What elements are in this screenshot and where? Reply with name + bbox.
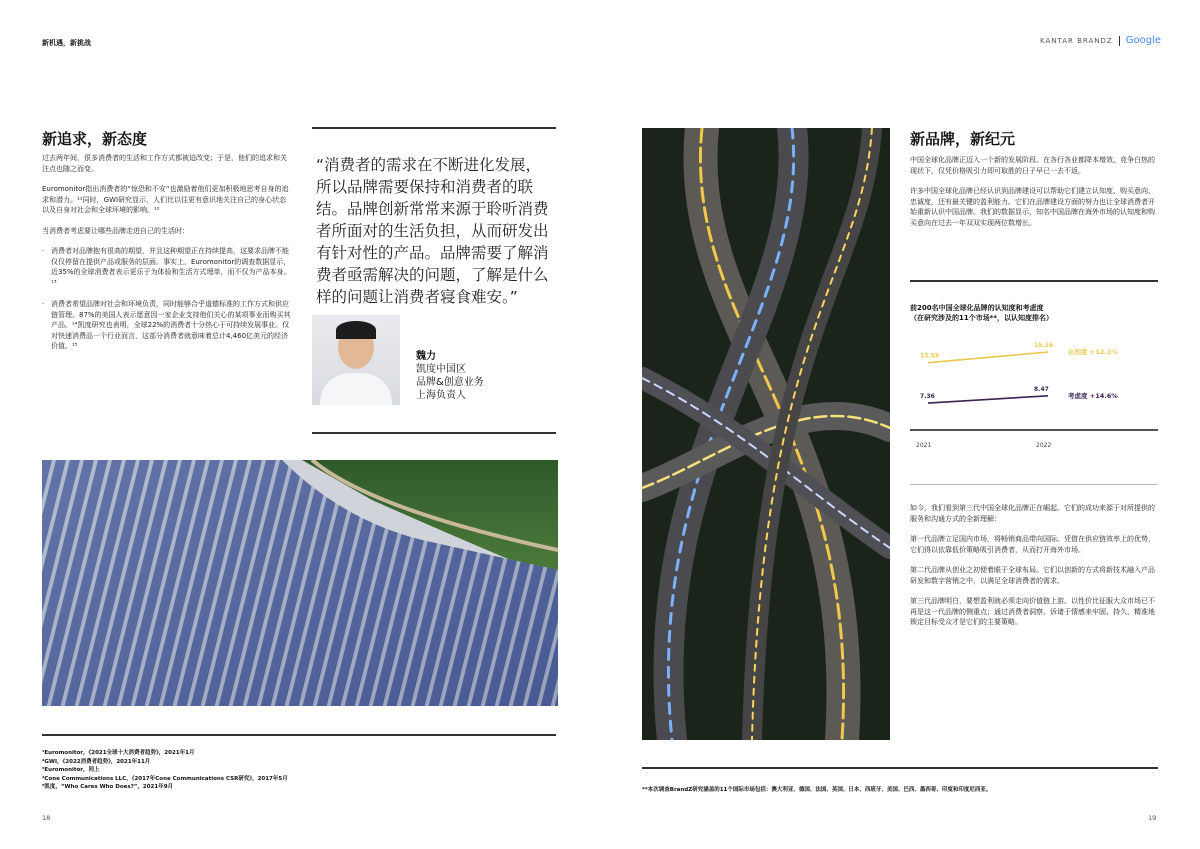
legend-label: 认知度 +12.1% xyxy=(1068,348,1118,357)
rule xyxy=(910,280,1158,282)
google-logo: Google xyxy=(1125,35,1161,46)
chart-title: 前200名中国全球化品牌的认知度和考虑度 xyxy=(910,304,1044,312)
paragraph: 第三代品牌明白，要想盈利就必须走向价值链上游。以性价比征服大众市场已不再是这一代品牌的侧重点；通过消费者洞察，诉诸于情感来牢固、持久、精准地锁定目标受众才是它们的主要策略。 xyxy=(910,597,1155,626)
line-chart xyxy=(910,330,1158,455)
x-tick-label: 2021 xyxy=(916,442,932,449)
kantar-brandz-logo: KANTAR BRANDZ xyxy=(1040,36,1113,45)
page-number: 19 xyxy=(1148,814,1157,822)
x-axis-line xyxy=(910,429,1158,431)
footnote: ¹Euromonitor，《2021全球十大消费者趋势》，2021年1月 xyxy=(42,750,195,756)
data-label: 15.16 xyxy=(1034,342,1053,350)
footnote: ³Euromonitor，同上 xyxy=(42,767,100,773)
footnote: ⁵凯度，“Who Cares Who Does?”，2021年9月 xyxy=(42,784,174,790)
data-label: 8.47 xyxy=(1034,385,1049,393)
paragraph: 许多中国全球化品牌已经认识到品牌建设可以帮助它们建立认知度、购买意向、忠诚度，还有最关键的盈利能力。它们在品牌建设方面的努力也让全球消费者开始重新认识中国品牌。我们的数据显示，知名中国品牌在海外市场的认知度和购买意向在过去一年双双实现两位数增长。 xyxy=(910,187,1155,227)
legend-label: 考虑度 +14.6% xyxy=(1068,391,1118,400)
paragraph: 第二代品牌从创业之初便着眼于全球布局。它们以创新的方式将新技术融入产品研发和数字营销之中，以满足全球消费者的需求。 xyxy=(910,566,1155,585)
page-number: 18 xyxy=(42,814,51,822)
paragraph: 如今，我们看到第三代中国全球化品牌正在崛起。它们的成功来源于对所提供的服务和沟通方式的全新理解： xyxy=(910,504,1155,523)
series-line-1 xyxy=(928,396,1048,403)
rule xyxy=(42,734,556,736)
section-header: 新机遇，新挑战 xyxy=(42,39,91,47)
pull-quote: “消费者的需求在不断进化发展，所以品牌需要保持和消费者的联结。品牌创新常常来源于聆听消费者所面对的生活负担，从而研发出有针对性的产品。品牌需要了解消费者亟需解决的问题，了解是什么样的问题让消费者寝食难安。” xyxy=(316,156,549,306)
highway-interchange-photo xyxy=(642,128,890,740)
footnote: **本次调查BrandZ研究涵盖的11个国际市场包括：澳大利亚、德国、法国、英国、日本、西班牙、美国、巴西、墨西哥、印度和印度尼西亚。 xyxy=(642,787,992,793)
bullet-item: · 消费者对品牌抱有很高的期望，并且这种期望正在持续提高，这要求品牌不能仅仅停留在提供产品或服务的层面。事实上，Euromonitor的调查数据显示，近35%的全球消费者表示更乐于为体验和生活方式埋单，而不仅为产品本身。¹³ xyxy=(42,246,292,288)
divider xyxy=(1119,36,1120,46)
brand-logos xyxy=(1040,35,1161,46)
person-name: 魏力 xyxy=(416,351,436,362)
left-heading: 新追求，新态度 xyxy=(42,130,148,148)
paragraph: 过去两年间，很多消费者的生活和工作方式都被迫改变；于是，他们的追求和关注点也随之而变。 xyxy=(42,154,287,173)
paragraph: 当消费者考虑要让哪些品牌走进自己的生活时： xyxy=(42,226,189,235)
chart-subtitle: （在研究涉及的11个市场**，以认知度排名） xyxy=(910,314,1054,322)
bullet-item: · 消费者希望品牌对社会和环境负责，同时能够合乎道德标准的工作方式和供应链管理。87%的美国人表示愿意因一家企业支持他们关心的某项事业而购买其产品。¹⁴凯度研究也表明，全球22%的消费者十分热心于可持续发展事业。仅对快速消费品一个行业而言，这部分消费者就意味着总计4,460亿美元的经济价值。¹⁵ xyxy=(42,299,292,352)
right-heading: 新品牌，新纪元 xyxy=(910,130,1016,148)
right-body xyxy=(910,503,1158,638)
paragraph: Euromonitor指出消费者的“惊恐和不安”也激励着他们更加积极地思考自身的追求和潜力。¹¹同时，GWI研究显示，人们比以往更有意识地关注自己的身心状态以及自身对社会和全球环境的影响。¹² xyxy=(42,185,289,214)
footnotes xyxy=(42,749,342,792)
paragraph: 第一代品牌立足国内市场，将畅销商品带向国际。凭借在供应链效率上的优势，它们得以依靠低价策略吸引消费者，从而打开海外市场。 xyxy=(910,535,1155,554)
series-line-0 xyxy=(928,352,1048,363)
person-title: 上海负责人 xyxy=(416,390,466,401)
footnote: ⁴Cone Communications LLC，《2017年Cone Communications CSR研究》，2017年5月 xyxy=(42,775,288,782)
right-intro xyxy=(910,155,1158,238)
person-org: 凯度中国区 xyxy=(416,364,466,375)
person-role: 品牌&创意业务 xyxy=(416,377,484,388)
chart-title-block xyxy=(910,303,1053,323)
x-tick-label: 2022 xyxy=(1036,442,1052,449)
rule xyxy=(910,484,1158,485)
rule xyxy=(312,432,556,434)
rule xyxy=(312,127,556,129)
data-label: 7.36 xyxy=(920,393,935,401)
left-body xyxy=(42,153,292,363)
bullet-list xyxy=(42,246,292,352)
footnote: ²GWI，《2022消费者趋势》，2021年11月 xyxy=(42,758,151,765)
portrait-photo xyxy=(312,315,400,405)
solar-farm-photo xyxy=(42,460,558,706)
rule xyxy=(642,767,1158,769)
person-credit xyxy=(416,350,484,402)
data-label: 13.53 xyxy=(920,352,939,360)
paragraph: 中国全球化品牌正迈入一个新的发展阶段。在各行各业都降本增效、竞争白热的现状下，仅凭价格吸引力即可取胜的日子早已一去不返。 xyxy=(910,156,1155,175)
